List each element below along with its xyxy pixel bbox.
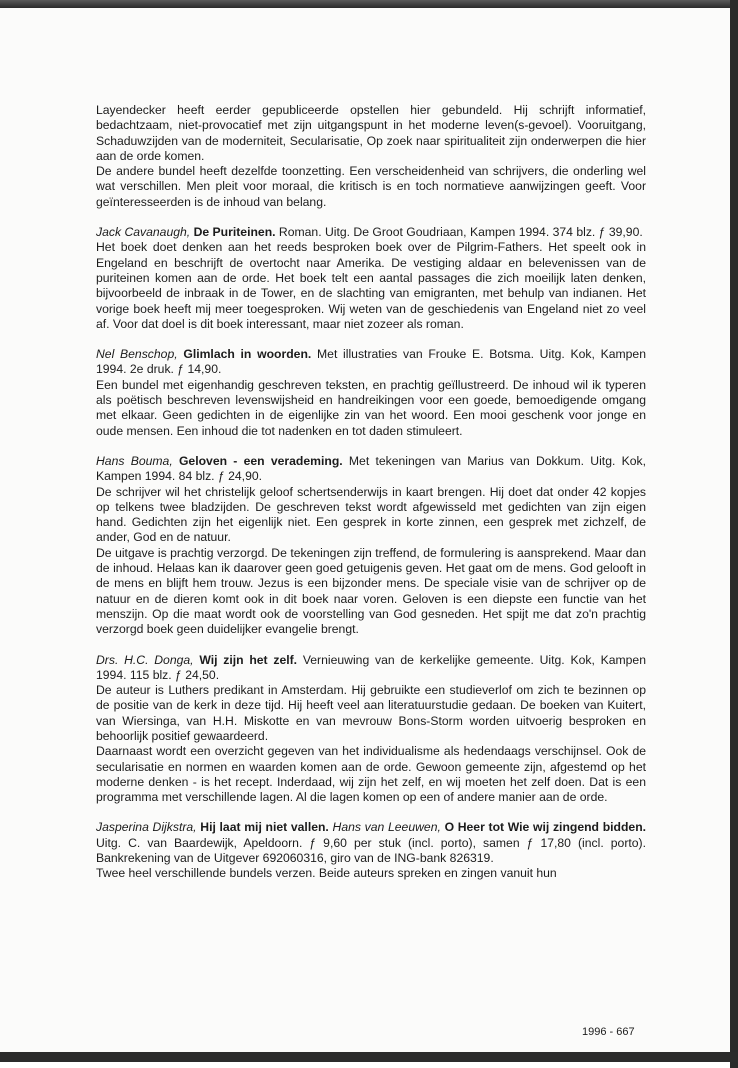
review-title: De Puriteinen. (193, 225, 276, 240)
review-entry (96, 653, 646, 806)
review-entry (96, 820, 646, 881)
review-author: Hans Bouma, (96, 453, 173, 468)
review-details: Uitg. C. van Baardewijk, Apeldoorn. ƒ 9,60 per stuk (incl. porto), samen ƒ 17,80 (incl. porto). Bankrekening van de Uitgever 692060316, giro van de ING-bank 826319. (96, 835, 646, 866)
article-body (96, 103, 646, 882)
intro-paragraph: De andere bundel heeft dezelfde toonzetting. Een verscheidenheid van schrijvers, die onderling wel wat verschillen. Men pleit voor moraal, die kritisch is en toch normatieve aanwijzingen geeft. Voor geïnteresseerden is de inhoud van belang. (96, 164, 646, 209)
review-details: Met tekeningen van Marius van Dokkum. Uitg. Kok, Kampen 1994. 84 blz. ƒ 24,90. (96, 453, 646, 484)
review-title-2: O Heer tot Wie wij zingend bidden. (444, 820, 647, 835)
review-details: Roman. Uitg. De Groot Goudriaan, Kampen 1994. 374 blz. ƒ 39,90. (278, 225, 643, 240)
review-paragraph: De auteur is Luthers predikant in Amsterdam. Hij gebruikte een studieverlof om zich te bezinnen op de positie van de kerk in deze tijd. Hij heeft veel aan literatuurstudie gedaan. De boeken van Kuitert, van Wiersinga, van H.H. Miskotte en van mevrouw Bons-Storm worden uitvoerig besproken en behoorlijk positief gewaardeerd. (96, 683, 646, 743)
review-title: Hij laat mij niet vallen. (200, 820, 329, 835)
review-entry (96, 454, 646, 638)
review-entry (96, 347, 646, 439)
review-header (96, 454, 646, 485)
scan-border-bottom (0, 1052, 738, 1062)
review-details: Met illustraties van Frouke E. Botsma. Uitg. Kok, Kampen 1994. 2e druk. ƒ 14,90. (96, 347, 646, 377)
intro-paragraph: Layendecker heeft eerder gepubliceerde opstellen hier gebundeld. Hij schrijft informatief, bedachtzaam, niet-provocatief met zijn uitgangspunt in het moderne leven(s-gevoel). Vooruitgang, Schaduwzijden van de moderniteit, Secularisatie, Op zoek naar spiritualiteit zijn onderwerpen die hier aan de orde komen. (96, 103, 646, 163)
review-author: Nel Benschop, (96, 347, 178, 362)
review-paragraph: Het boek doet denken aan het reeds besproken boek over de Pilgrim-Fathers. Het speelt ook in Engeland en beschrijft de overtocht naar Amerika. De vestiging aldaar en belevenissen van de puriteinen komen aan de orde. Het boek telt een aantal passages die zich moeilijk laten denken, bijvoorbeeld de inbraak in de Tower, en de slachting van emigranten, met behulp van indianen. Het vorige boek heeft mij meer toegesproken. Wij weten van de geschiedenis van Engeland niet zo veel af. Voor dat doel is dit boek interessant, maar niet zozeer als roman. (96, 240, 646, 331)
page-number: 1996 - 667 (582, 1026, 635, 1038)
review-header (96, 347, 646, 378)
scan-border-right (730, 0, 738, 1068)
review-paragraph: Daarnaast wordt een overzicht gegeven van het individualisme als hedendaags verschijnsel. Ook de secularisatie en normen en waarden komen aan de orde. Gewoon gemeente zijn, afgestemd op het moderne denken - is het recept. Inderdaad, wij zijn het zelf, en wij moeten het zelf doen. Dat is een programma met verschillende lagen. Al die lagen komen op een of andere manier aan de orde. (96, 744, 646, 805)
review-title: Glimlach in woorden. (183, 347, 312, 362)
review-paragraph: De schrijver wil het christelijk geloof schertsenderwijs in kaart brengen. Hij doet dat onder 42 kopjes op telkens twee bladzijden. De geschreven tekst wordt afgewisseld met gedichten van zijn eigen hand. Gedichten zijn het eigenlijk niet. Een gesprek in korte zinnen, een gesprek met zichzelf, de ander, God en de natuur. (96, 484, 646, 545)
review-header (96, 653, 646, 684)
review-paragraph: Een bundel met eigenhandig geschreven teksten, en prachtig geïllustreerd. De inhoud wil ik typeren als poëtisch beschreven levenswijsheid en handreikingen voor een goede, bemoedigende omgang met elkaar. Geen gedichten in de eigenlijke zin van het woord. Een mooi geschenk voor jonge en oude mensen. Een inhoud die tot nadenken en tot daden stimuleert. (96, 377, 646, 438)
review-title: Geloven - een verademing. (178, 453, 343, 468)
review-paragraph: De uitgave is prachtig verzorgd. De tekeningen zijn treffend, de formulering is aansprekend. Maar dan de inhoud. Helaas kan ik daarover geen goed getuigenis geven. Het gaat om de mens. God gelooft in de mens en blijft hem trouw. Jezus is een bijzonder mens. De speciale visie van de schrijver op de natuur en de dieren komt ook in dit boek naar voren. Geloven is een diepste een functie van het menszijn. Op die maat wordt ook de voorstelling van God gesneden. Het spijt me dat zo'n prachtig verzorgd boek geen duidelijker evangelie brengt. (96, 545, 646, 637)
page (0, 8, 730, 1052)
review-author: Jasperina Dijkstra, (96, 820, 197, 835)
review-author: Jack Cavanaugh, (96, 225, 191, 240)
review-author: Drs. H.C. Donga, (96, 652, 194, 667)
review-details: Vernieuwing van de kerkelijke gemeente. Uitg. Kok, Kampen 1994. 115 blz. ƒ 24,50. (96, 652, 646, 682)
scan-border-top (0, 0, 738, 8)
review-author-2: Hans van Leeuwen, (332, 820, 441, 835)
review-entry (96, 225, 646, 332)
review-paragraph: Twee heel verschillende bundels verzen. Beide auteurs spreken en zingen vanuit hun (96, 866, 557, 881)
review-header (96, 225, 646, 240)
review-header (96, 820, 646, 866)
review-title: Wij zijn het zelf. (199, 652, 298, 667)
